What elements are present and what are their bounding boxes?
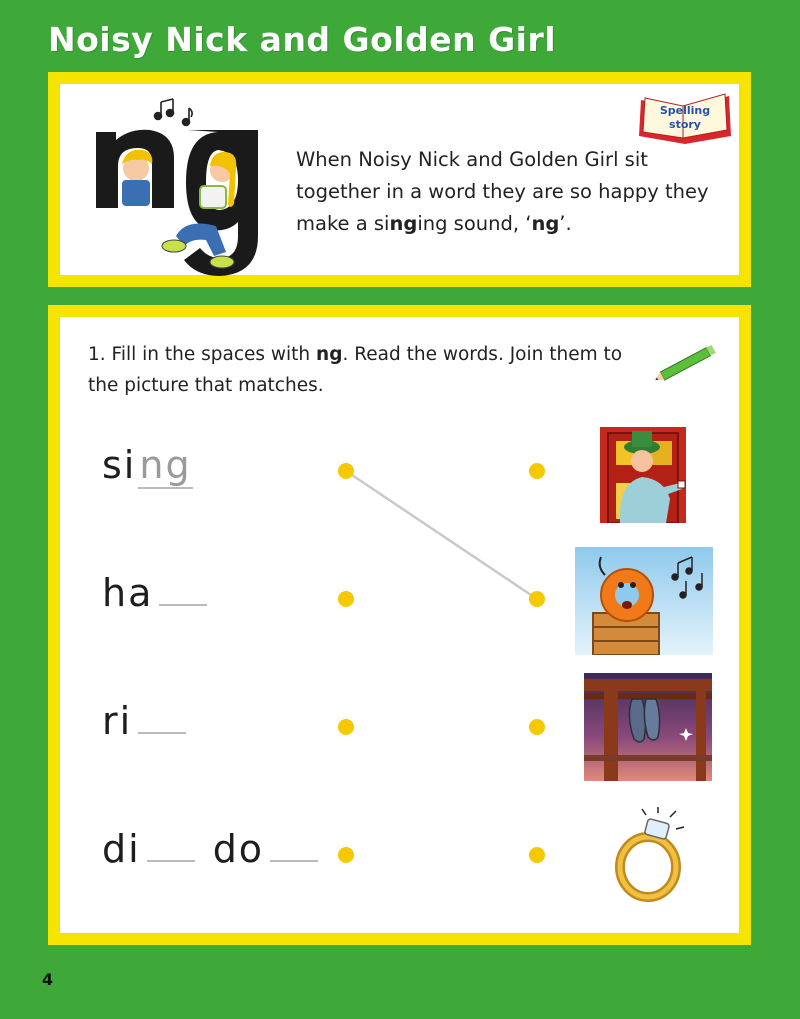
word-dot-1[interactable] [338, 463, 354, 479]
join-line [346, 471, 537, 599]
instruction-segment: ng [316, 344, 343, 365]
hanging-bats-picture[interactable] [584, 673, 712, 781]
instruction-segment: 1. Fill in the spaces with [88, 344, 317, 365]
picture-dot-2[interactable] [529, 591, 545, 607]
exercise-panel [48, 305, 751, 945]
story-segment: When Noisy Nick and Golden Girl sit together in a word they are so happy they make a si [296, 148, 709, 235]
story-segment: ing sound, ‘ [417, 212, 532, 235]
page-title: Noisy Nick and Golden Girl [48, 20, 557, 59]
badge-line-1: Spelling [659, 104, 711, 117]
story-segment: ’. [559, 212, 572, 235]
page-number: 4 [42, 970, 54, 989]
pencil-icon [651, 341, 721, 386]
singing-letter-picture[interactable] [575, 547, 713, 655]
word-stem-2: do [212, 827, 265, 871]
word-blank[interactable] [147, 852, 195, 862]
word-stem: si [102, 443, 137, 487]
word-dot-3[interactable] [338, 719, 354, 735]
ring-picture[interactable] [612, 807, 692, 903]
word-row-3 [102, 699, 186, 743]
badge-line-2: story [669, 118, 701, 131]
word-stem: ha [102, 571, 154, 615]
word-dot-4[interactable] [338, 847, 354, 863]
word-row-1 [102, 443, 193, 489]
picture-dot-1[interactable] [529, 463, 545, 479]
word-dot-2[interactable] [338, 591, 354, 607]
word-row-4 [102, 827, 318, 871]
word-blank-2[interactable] [270, 852, 318, 862]
spelling-story-panel [48, 72, 751, 287]
spelling-story-text [296, 144, 716, 240]
exercise-instruction [88, 339, 648, 401]
word-blank[interactable] [159, 596, 207, 606]
word-row-2 [102, 571, 207, 615]
word-blank[interactable] [138, 724, 186, 734]
man-ringing-doorbell-picture[interactable] [600, 427, 686, 523]
picture-dot-4[interactable] [529, 847, 545, 863]
word-stem: ri [102, 699, 133, 743]
noisy-nick-golden-girl-illustration [88, 96, 288, 286]
spelling-story-book-icon [635, 90, 735, 146]
story-segment: ng [389, 212, 418, 235]
word-filled-letters[interactable]: ng [139, 443, 192, 487]
instruction-segment: . Read the words. Join them to the picture that matches. [88, 344, 623, 396]
word-stem: di [102, 827, 141, 871]
picture-dot-3[interactable] [529, 719, 545, 735]
story-segment: ng [531, 212, 560, 235]
